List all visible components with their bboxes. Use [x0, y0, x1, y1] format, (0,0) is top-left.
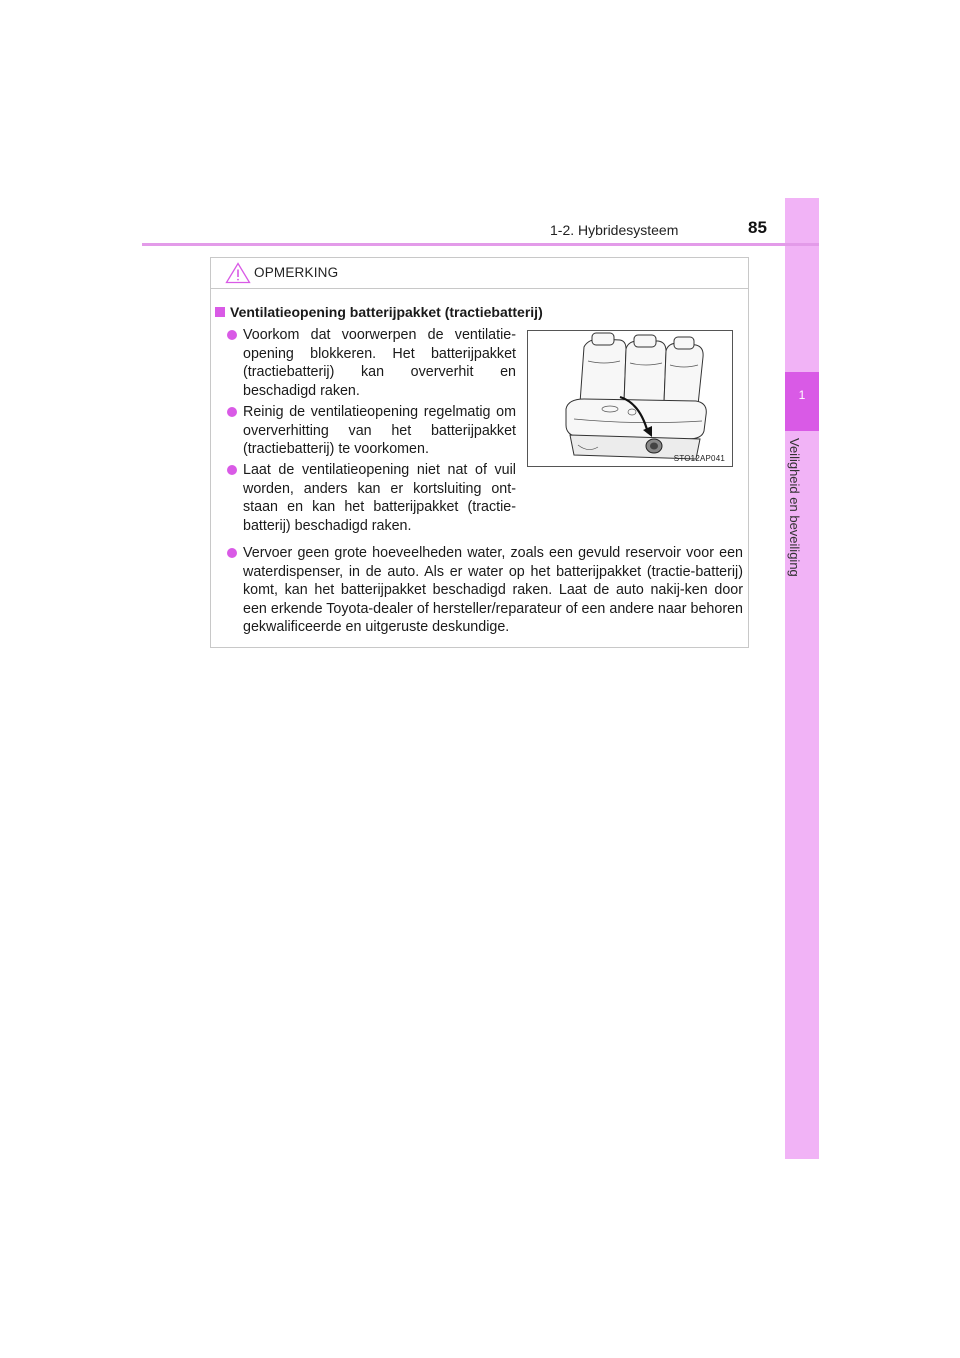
bullet-item	[243, 403, 516, 459]
header-section-title: 1-2. Hybridesysteem	[550, 222, 679, 238]
notice-title: OPMERKING	[254, 265, 339, 280]
chapter-title: Veiligheid en beveiliging	[787, 438, 802, 577]
bullet-text: Vervoer geen grote hoeveelheden water, zoals een gevuld reservoir voor een waterdispenser, in de auto. Als er water op het batterijpakket (tractie-batterij) komt, kan het batterijpakket beschadigd raken. Laat de auto nakij-ken door een erkende Toyota-dealer of hersteller/reparateur of een andere naar behoren gekwalificeerde en uitgeruste deskundige.	[243, 545, 743, 635]
bullet-item	[243, 544, 743, 637]
rear-seat-illustration	[527, 330, 733, 467]
rear-seat-drawing	[528, 331, 732, 466]
notice-box	[210, 257, 749, 648]
bullet-dot-icon	[227, 465, 237, 475]
page-number: 85	[748, 218, 767, 237]
bullet-item	[243, 461, 516, 535]
bullet-text: Voorkom dat voorwerpen de ventilatie-opening blokkeren. Het batterijpakket (tractiebatterij) kan oververhit en beschadigd raken.	[243, 327, 516, 399]
bullet-text: Laat de ventilatieopening niet nat of vuil worden, anders kan er kortsluiting ont-staan en kan het batterijpakket (tractie-batterij) beschadigd raken.	[243, 462, 516, 534]
warning-triangle-icon	[225, 262, 251, 284]
square-bullet-icon	[215, 307, 225, 317]
chapter-number: 1	[798, 388, 806, 402]
bullet-dot-icon	[227, 548, 237, 558]
bullet-dot-icon	[227, 330, 237, 340]
header-rule	[142, 243, 819, 246]
bullet-item	[243, 326, 516, 400]
figure-label: STO12AP041	[673, 454, 725, 463]
chapter-side-tab	[785, 198, 819, 1159]
bullet-text: Reinig de ventilatieopening regelmatig om oververhitting van het batterijpakket (tractiebatterij) te voorkomen.	[243, 404, 516, 457]
bullet-dot-icon	[227, 407, 237, 417]
section-heading	[215, 304, 543, 320]
section-heading-text: Ventilatieopening batterijpakket (tractiebatterij)	[230, 304, 543, 320]
notice-header	[211, 258, 748, 289]
